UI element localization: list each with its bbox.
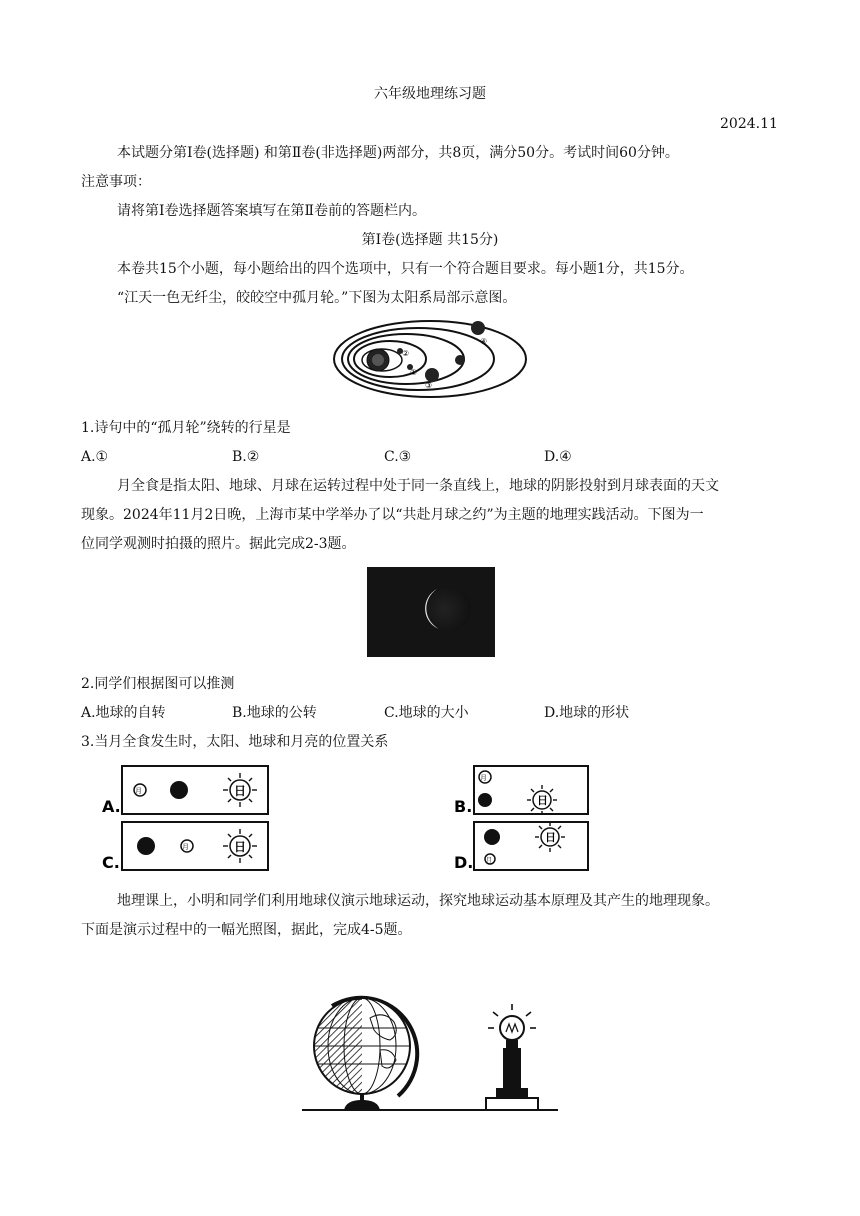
q1-option-c: C.③ <box>384 449 412 465</box>
svg-text:日: 日 <box>234 840 247 854</box>
q3-option-c-figure <box>100 820 272 876</box>
notes-title: 注意事项： <box>81 174 151 190</box>
q3-option-d-figure <box>452 820 592 876</box>
svg-text:日: 日 <box>537 794 548 807</box>
intro-line: 本试题分第Ⅰ卷(选择题) 和第Ⅱ卷(非选择题)两部分，共8页，满分50分。考试时间60分钟。 <box>117 145 679 161</box>
moon-icon: 月 <box>182 843 189 851</box>
q3-option-d-letter: D. <box>454 853 474 872</box>
exam-date: 2024.11 <box>720 116 778 132</box>
light-bulb-icon <box>486 1004 538 1110</box>
question-1-stem: 1.诗句中的“孤月轮”绕转的行星是 <box>81 420 291 436</box>
question-2-stem: 2.同学们根据图可以推测 <box>81 676 235 692</box>
q2-option-b: B.地球的公转 <box>232 705 317 721</box>
passage-line: 下面是演示过程中的一幅光照图，据此，完成4-5题。 <box>81 922 412 938</box>
q1-option-b: B.② <box>232 449 260 465</box>
note-item: 请将第Ⅰ卷选择题答案填写在第Ⅱ卷前的答题栏内。 <box>117 203 427 219</box>
passage-line: 位同学观测时拍摄的照片。据此完成2-3题。 <box>81 536 356 552</box>
passage-line: 月全食是指太阳、地球、月球在运转过程中处于同一条直线上，地球的阴影投射到月球表面的天文 <box>117 478 719 494</box>
section-title: 第Ⅰ卷(选择题 共15分) <box>361 232 499 248</box>
solar-system-diagram <box>330 318 530 400</box>
q3-option-b-figure <box>452 764 592 820</box>
q3-option-c-letter: C. <box>102 853 120 872</box>
q2-option-c: C.地球的大小 <box>384 705 469 721</box>
q3-option-b-letter: B. <box>454 797 473 816</box>
question-3-stem: 3.当月全食发生时，太阳、地球和月亮的位置关系 <box>81 734 389 750</box>
q2-option-a: A.地球的自转 <box>81 705 166 721</box>
moon-icon: 月 <box>135 787 142 795</box>
section-description: 本卷共15个小题，每小题给出的四个选项中，只有一个符合题目要求。每小题1分，共15分。 <box>117 261 694 277</box>
passage-line: 地理课上，小明和同学们利用地球仪演示地球运动，探究地球运动基本原理及其产生的地理现象。 <box>117 893 719 909</box>
planet-label-4: ④ <box>480 337 488 346</box>
planet-label-3: ③ <box>425 381 433 390</box>
q3-option-a-figure <box>100 764 272 820</box>
lunar-eclipse-photo <box>367 567 495 657</box>
q1-option-a: A.① <box>81 449 109 465</box>
q1-option-d: D.④ <box>544 449 572 465</box>
planet-label-1: ① <box>410 368 418 377</box>
sun-icon <box>535 822 565 852</box>
planet-label-2: ② <box>402 349 410 358</box>
globe-lamp-illustration <box>300 988 562 1116</box>
moon-icon: 月 <box>486 857 493 864</box>
poem-intro: “江天一色无纤尘，皎皎空中孤月轮。”下图为太阳系局部示意图。 <box>117 290 517 306</box>
sun-icon <box>223 773 257 807</box>
q2-option-d: D.地球的形状 <box>544 705 630 721</box>
svg-text:日: 日 <box>545 831 556 844</box>
page-title: 六年级地理练习题 <box>374 86 486 102</box>
moon-icon: 月 <box>480 774 487 782</box>
q3-option-a-letter: A. <box>102 797 121 816</box>
sun-icon <box>223 829 257 863</box>
sun-icon <box>527 785 557 815</box>
passage-line: 现象。2024年11月2日晚，上海市某中学举办了以“共赴月球之约”为主题的地理实践活动。下图为一 <box>81 507 704 523</box>
svg-text:日: 日 <box>234 784 247 798</box>
